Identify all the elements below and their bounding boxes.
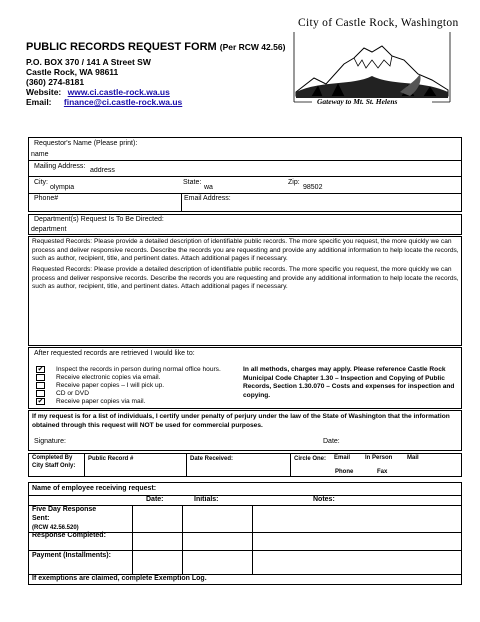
signature-date-label: Date: bbox=[323, 438, 340, 445]
exemptions-note: If exemptions are claimed, complete Exemption Log. bbox=[32, 575, 207, 582]
email-line bbox=[26, 97, 182, 107]
five-day-label-2: Sent: bbox=[32, 515, 50, 522]
address-line: P.O. BOX 370 / 141 A Street SW bbox=[26, 57, 151, 67]
check-mark-icon: ✔ bbox=[37, 398, 44, 405]
city-line: Castle Rock, WA 98611 bbox=[26, 67, 119, 77]
email-link[interactable]: finance@ci.castle-rock.wa.us bbox=[63, 97, 183, 107]
method-email[interactable]: Email bbox=[334, 455, 351, 461]
mountain-logo bbox=[292, 30, 452, 106]
city-name: City of Castle Rock, Washington bbox=[298, 17, 459, 29]
method-in-person[interactable]: In Person bbox=[365, 455, 393, 461]
payment-label: Payment (Installments): bbox=[32, 552, 111, 559]
method-phone[interactable]: Phone bbox=[335, 469, 354, 475]
employee-receiving-label: Name of employee receiving request: bbox=[32, 485, 157, 492]
requested-records-field[interactable]: Requested Records: Please provide a detailed description of identifiable public records. The more specific you request, the more quickly we can process and deliver responsive records. Describe the records you are requesting and provide any additional information to help locate the records, such as author, recipient, title, and pertinent dates. Attach additional pages if necessary. bbox=[32, 266, 459, 291]
requested-records-instructions: Requested Records: Please provide a detailed description of identifiable public records. The more specific you request, the more quickly we can process and deliver responsive records. Describe the records you are requesting and provide any additional information to help locate the records, such as author, recipient, title, and pertinent dates. Attach additional pages if necessary. bbox=[32, 238, 459, 263]
mail-copies-checkbox[interactable] bbox=[36, 398, 45, 405]
cd-dvd-checkbox[interactable] bbox=[36, 390, 45, 397]
method-fax[interactable]: Fax bbox=[377, 469, 388, 475]
zip-label: Zip: bbox=[288, 179, 300, 186]
state-field[interactable] bbox=[204, 183, 264, 192]
mailing-address-label: Mailing Address: bbox=[34, 163, 86, 170]
employee-date-label: Date: bbox=[146, 496, 164, 503]
email-copies-option: Receive electronic copies via email. bbox=[56, 374, 161, 381]
form-title bbox=[26, 41, 285, 53]
zip-field[interactable] bbox=[303, 183, 383, 192]
signature-label: Signature: bbox=[34, 438, 66, 445]
city-label: City: bbox=[34, 179, 48, 186]
department-field[interactable] bbox=[31, 225, 231, 234]
logo-tagline: Gateway to Mt. St. Helens bbox=[317, 97, 398, 106]
website-link[interactable]: www.ci.castle-rock.wa.us bbox=[67, 87, 170, 97]
state-label: State: bbox=[183, 179, 202, 186]
employee-notes-label: Notes: bbox=[313, 496, 335, 503]
form-title-text: PUBLIC RECORDS REQUEST FORM bbox=[26, 41, 217, 53]
name-field[interactable] bbox=[31, 150, 231, 159]
delivery-label: After requested records are retrieved I would like to: bbox=[34, 350, 195, 357]
five-day-rcw: (RCW 42.56.520) bbox=[32, 525, 79, 531]
website-line bbox=[26, 87, 170, 97]
cd-dvd-option: CD or DVD bbox=[56, 390, 89, 397]
email-address-label: Email Address: bbox=[184, 195, 231, 202]
certification-statement: If my request is for a list of individuals, I certify under penalty of perjury under the law of the State of Washington that the information obtained through this request will NOT be used for commercial purposes. bbox=[32, 413, 450, 429]
email-label: Email: bbox=[26, 97, 52, 107]
phone-label: Phone# bbox=[34, 195, 59, 202]
circle-one-label: Circle One: bbox=[294, 456, 327, 462]
date-received-label: Date Received: bbox=[190, 456, 234, 462]
city-field[interactable] bbox=[50, 183, 160, 192]
phone-line: (360) 274-8181 bbox=[26, 77, 85, 87]
check-mark-icon: ✔ bbox=[37, 366, 44, 373]
email-copies-checkbox[interactable] bbox=[36, 374, 45, 381]
method-mail[interactable]: Mail bbox=[407, 455, 419, 461]
employee-initials-label: Initials: bbox=[194, 496, 219, 503]
inspect-option: Inspect the records in person during normal office hours. bbox=[56, 366, 221, 373]
pickup-copies-checkbox[interactable] bbox=[36, 382, 45, 389]
name-label: Requestor's Name (Please print): bbox=[34, 140, 138, 147]
mail-copies-option: Receive paper copies via mail. bbox=[56, 398, 146, 405]
public-record-label: Public Record # bbox=[88, 456, 134, 462]
pickup-copies-option: Receive paper copies – I will pick up. bbox=[56, 382, 165, 389]
form-title-suffix: (Per RCW 42.56) bbox=[219, 42, 286, 52]
mailing-address-field[interactable] bbox=[90, 166, 290, 175]
inspect-checkbox[interactable] bbox=[36, 366, 45, 373]
website-label: Website: bbox=[26, 87, 62, 97]
completed-by-label: Completed By City Staff Only: bbox=[32, 455, 76, 469]
department-label: Department(s) Request Is To Be Directed: bbox=[34, 216, 164, 223]
charges-note: In all methods, charges may apply. Please reference Castle Rock Municipal Code Chapter 1.30 – Inspection and Copying of Public Records, Section 1.30.070 – Costs and expenses for inspection and copying. bbox=[243, 366, 455, 399]
five-day-label-1: Five Day Response bbox=[32, 506, 97, 513]
response-completed-label: Response Completed: bbox=[32, 532, 106, 539]
